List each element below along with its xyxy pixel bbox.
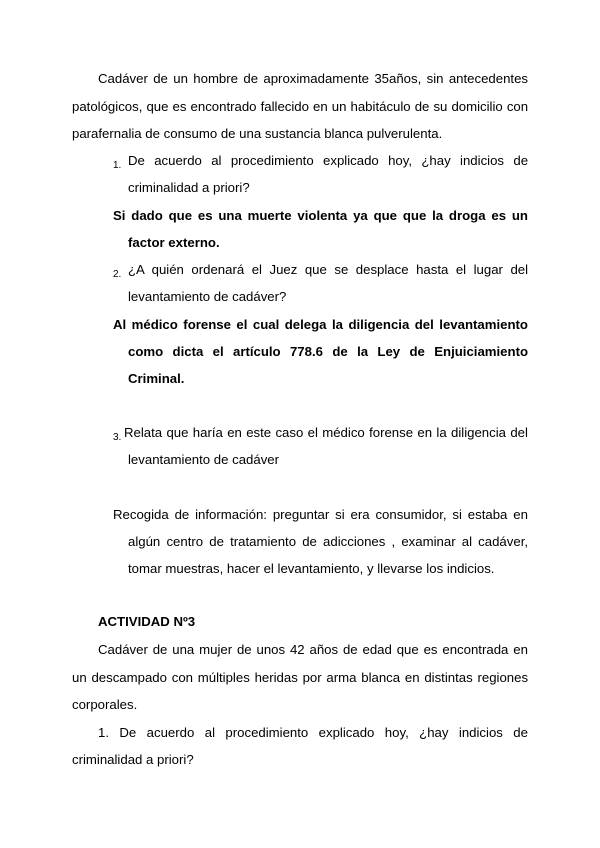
activity-3-question-1-line-2: criminalidad a priori? — [72, 752, 194, 767]
question-3-number: 3. — [113, 432, 122, 443]
question-1-number: 1. — [113, 160, 122, 171]
activity-3-intro-line-2: un descampado con múltiples heridas por arma blanca en distintas regiones — [72, 670, 529, 685]
answer-2-line-3: Criminal. — [128, 371, 185, 386]
answer-2-line-2: como dicta el artículo 778.6 de la Ley de Enjuiciamiento — [128, 344, 529, 359]
question-2-number: 2. — [113, 269, 122, 280]
question-3-line-2: levantamiento de cadáver — [128, 452, 280, 467]
case1-intro-line-1: Cadáver de un hombre de aproximadamente 35años, sin antecedentes — [98, 71, 529, 86]
case1-intro-line-3: parafernalia de consumo de una sustancia blanca pulverulenta. — [72, 126, 443, 141]
activity-3-heading: ACTIVIDAD Nº3 — [98, 614, 196, 629]
answer-1-line-1: Si dado que es una muerte violenta ya que que la droga es un — [113, 208, 528, 223]
question-2-line-1: ¿A quién ordenará el Juez que se desplace hasta el lugar del — [128, 262, 529, 277]
activity-3-intro-line-1: Cadáver de una mujer de unos 42 años de edad que es encontrada en — [98, 642, 528, 657]
activity-3-question-1-line-1: 1. De acuerdo al procedimiento explicado hoy, ¿hay indicios de — [98, 725, 528, 740]
answer-2-line-1: Al médico forense el cual delega la diligencia del levantamiento — [113, 317, 528, 332]
answer-3-line-1: Recogida de información: preguntar si era consumidor, si estaba en — [113, 507, 528, 522]
answer-3-line-3: tomar muestras, hacer el levantamiento, y llevarse los indicios. — [128, 561, 495, 576]
answer-1-line-2: factor externo. — [128, 235, 220, 250]
question-1-line-1: De acuerdo al procedimiento explicado hoy, ¿hay indicios de — [128, 153, 529, 168]
question-2-line-2: levantamiento de cadáver? — [128, 289, 287, 304]
case1-intro-line-2: patológicos, que es encontrado fallecido en un habitáculo de su domicilio con — [72, 99, 529, 114]
answer-3-line-2: algún centro de tratamiento de adicciones , examinar al cadáver, — [128, 534, 529, 549]
question-1-line-2: criminalidad a priori? — [128, 180, 250, 195]
question-3-line-1: Relata que haría en este caso el médico forense en la diligencia del — [124, 425, 528, 440]
activity-3-intro-line-3: corporales. — [72, 697, 138, 712]
